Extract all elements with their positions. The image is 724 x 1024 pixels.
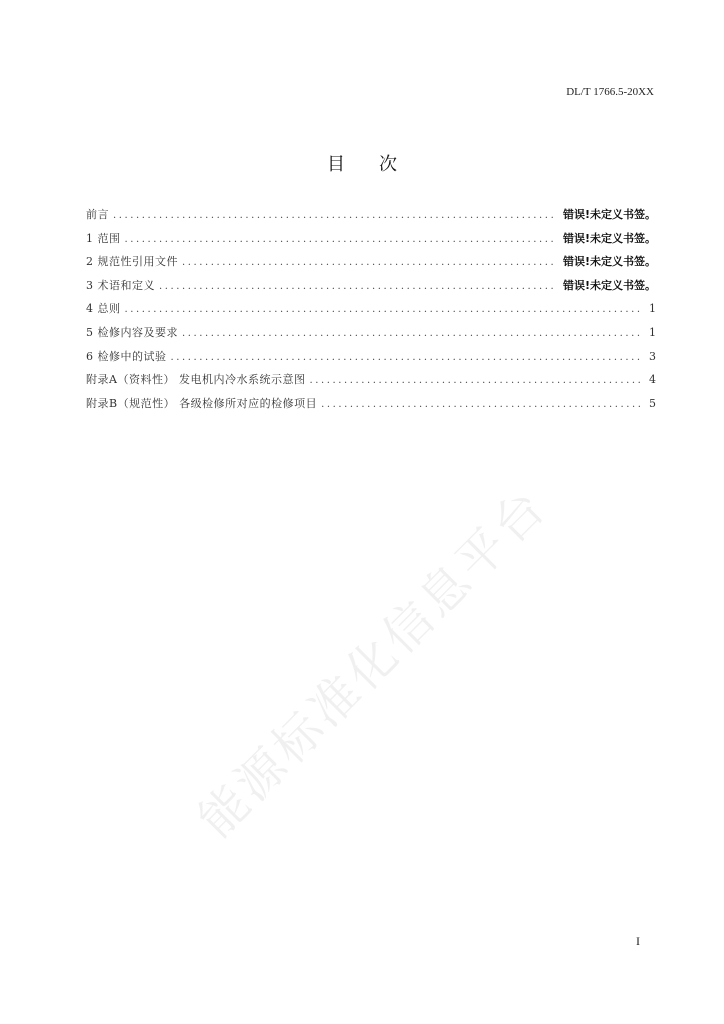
toc-entry-label: 6 检修中的试验 [86, 349, 167, 363]
toc-entry-tests[interactable] [86, 348, 656, 372]
title-char-2: 次 [379, 154, 397, 175]
toc-entry-label: 1 范围 [86, 231, 121, 245]
title-char-1: 目 [327, 154, 345, 175]
toc-leader-dots [182, 257, 557, 268]
toc-entry-page: 1 [649, 325, 656, 339]
page-title [0, 150, 724, 176]
watermark: 能源标准化信息平台 [187, 477, 559, 849]
toc-leader-dots [171, 352, 644, 363]
document-code: DL/T 1766.5-20XX [566, 86, 654, 98]
toc-entry-normative-references[interactable] [86, 253, 656, 277]
toc-entry-general[interactable] [86, 300, 656, 324]
toc-entry-page: 4 [649, 373, 656, 387]
toc-entry-label: 3 术语和定义 [86, 278, 155, 292]
toc-leader-dots [125, 234, 557, 245]
toc-entry-label: 5 检修内容及要求 [86, 325, 178, 339]
toc-entry-maintenance-content[interactable] [86, 324, 656, 348]
toc-entry-label: 前言 [86, 208, 109, 221]
toc-leader-dots [309, 375, 643, 386]
toc-entry-appendix-b[interactable] [86, 395, 656, 419]
toc-entry-page: 3 [649, 349, 656, 363]
page-number: I [636, 934, 640, 948]
toc-entry-label: 2 规范性引用文件 [86, 255, 178, 269]
toc-leader-dots [125, 304, 644, 315]
toc-entry-page: 错误!未定义书签。 [562, 278, 656, 292]
toc-entry-page: 1 [649, 302, 656, 316]
toc-leader-dots [321, 399, 643, 410]
toc-entry-label: 4 总则 [86, 302, 121, 316]
toc-entry-page: 5 [649, 396, 656, 410]
toc-leader-dots [182, 328, 643, 339]
toc-entry-page: 错误!未定义书签。 [562, 255, 656, 269]
toc-entry-page: 错误!未定义书签。 [562, 231, 656, 245]
toc-entry-scope[interactable] [86, 230, 656, 254]
toc-entry-foreword[interactable] [86, 206, 656, 230]
table-of-contents [86, 206, 656, 418]
toc-entry-page: 错误!未定义书签。 [562, 208, 656, 221]
toc-entry-appendix-a[interactable] [86, 371, 656, 395]
toc-entry-label: 附录B（规范性） 各级检修所对应的检修项目 [86, 396, 318, 410]
toc-leader-dots [159, 281, 557, 292]
toc-entry-label: 附录A（资料性） 发电机内冷水系统示意图 [86, 373, 306, 387]
toc-entry-terms-definitions[interactable] [86, 277, 656, 301]
toc-leader-dots [113, 210, 557, 221]
